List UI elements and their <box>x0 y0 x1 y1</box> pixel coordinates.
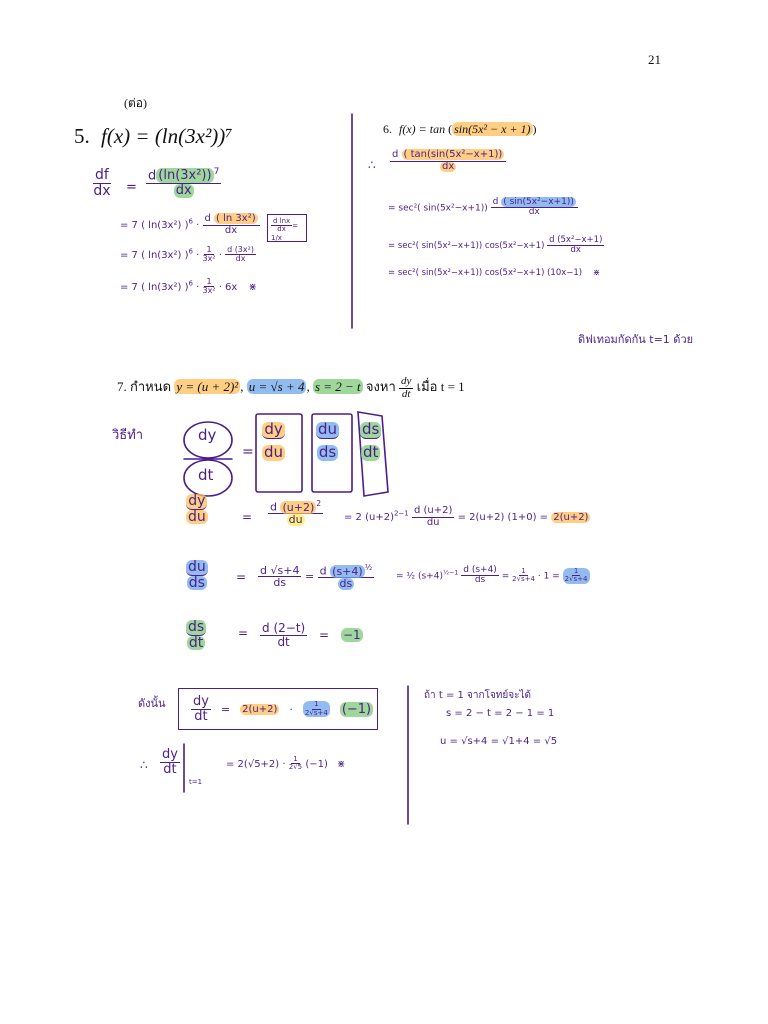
p6-step3 <box>388 236 604 255</box>
p7-side-note-1: ถ้า t = 1 จากโจทย์จะได้ <box>424 690 532 701</box>
p5-s4-c: · 6x <box>218 281 238 293</box>
p5-s1-den: dx <box>175 182 192 198</box>
p7-c-den: dt <box>188 634 204 651</box>
p7-b-den: ds <box>188 574 205 591</box>
p7-final-bar <box>180 742 188 794</box>
p5-lhs-num: df <box>95 167 109 183</box>
problem-6-statement-b: sin(5x² − x + 1) <box>454 122 531 136</box>
p7-method-dy: dy <box>198 426 217 444</box>
p7-chain-2-den: ds <box>318 442 337 461</box>
problem-5-number: 5. <box>74 124 90 148</box>
p7-a-s2den: du <box>426 516 440 528</box>
p7-box-a: 2(u+2) <box>242 703 278 715</box>
problem-7-u-def: u = √s + 4 <box>248 379 305 395</box>
p5-s2-a: = 7 ( ln(3x²) ) <box>120 220 189 231</box>
p7-method-label: วิธีทำ <box>112 428 144 443</box>
p5-lhs-den: dx <box>93 182 111 199</box>
p5-rule-den: dx <box>277 225 286 234</box>
problem-7-s-def: s = 2 − t <box>314 379 361 395</box>
p7-chain-3-den: dt <box>362 442 379 461</box>
p6-therefore: ∴ <box>368 158 376 172</box>
p5-step3: = 7 ( ln(3x²) )$^6$ · $\frac{1}{\text{3x²}}$ · $\frac{\text{d (3x²)}}{dx}$ <box>120 245 254 264</box>
page-number: 21 <box>648 52 661 67</box>
p5-s3-fnum: 1 <box>206 245 212 254</box>
p7-chain-3-num: ds <box>362 420 380 438</box>
p7-b-dden: ds <box>273 576 287 590</box>
p5-s3-fden: 3x² <box>202 254 216 264</box>
p7-chain-3 <box>360 422 381 461</box>
p7-a-s3: = 2(u+2) (1+0) = <box>457 512 549 523</box>
p5-rule-box <box>267 214 307 242</box>
problem-5-statement: f(x) = (ln(3x²))⁷ <box>101 124 233 148</box>
p5-rule-rhs: = 1/x <box>271 221 299 242</box>
p7-chain-2 <box>316 422 339 461</box>
p7-f-c: (−1) <box>305 758 328 770</box>
p5-step1 <box>146 168 221 198</box>
p7-b-eq2: = <box>304 569 315 583</box>
p6-step4 <box>388 268 600 278</box>
p7-chain-1 <box>262 422 285 461</box>
p6-s1-d: d <box>392 149 399 160</box>
p7-row-b-deriv <box>258 564 374 590</box>
p7-row-c-lhs <box>186 620 206 650</box>
p5-s1-pow: 7 <box>213 167 220 177</box>
p7-side-note-2: s = 2 − t = 2 − 1 = 1 <box>446 708 555 719</box>
p7-b-pow2: ½ <box>364 563 373 572</box>
p6-s2-den: dx <box>528 207 540 218</box>
p5-rule-num: d lnx <box>273 217 291 225</box>
p7-b-s4a: = <box>501 571 510 582</box>
p5-s4-a: = 7 ( ln(3x²) ) <box>120 281 189 293</box>
p6-step1 <box>390 150 506 172</box>
p7-c-dden: dt <box>277 634 290 649</box>
p7-box-den: dt <box>194 708 208 724</box>
p7-box-num: dy <box>193 693 209 709</box>
p7-a-pow: 2 <box>316 499 322 508</box>
p7-a-s2b: (u+2) <box>423 505 453 516</box>
p5-s2-pow: 6 <box>188 217 193 226</box>
p7-b-s4den: 2√s+4 <box>512 575 535 584</box>
p7-a-d: d <box>270 500 277 514</box>
p7-f-den: dt <box>163 761 177 777</box>
p7-box-fden: 2√s+4 <box>304 708 328 717</box>
p5-s2-den: dx <box>224 224 238 236</box>
problem-7-find-den: dt <box>401 387 411 400</box>
p7-result-box <box>178 688 378 730</box>
p5-eq: = <box>126 180 137 195</box>
p5-s4-fden: 3x² <box>202 286 216 296</box>
p7-b-s4b: · 1 = <box>537 571 560 582</box>
p6-s2-d: d <box>492 197 499 207</box>
p7-chain-1-num: dy <box>264 420 283 438</box>
problem-5-header <box>74 124 233 149</box>
p7-c-eq: = <box>238 626 249 640</box>
p7-f-fnum: 1 <box>293 755 298 763</box>
p6-s3-b: (5x²−x+1) <box>557 235 603 245</box>
problem-6-number: 6. <box>383 122 392 136</box>
problem-6-header: 6. f(x) = tan ( sin(5x² − x + 1) ) <box>383 122 537 136</box>
p7-b-eq: = <box>236 570 247 584</box>
p7-a-num: dy <box>188 493 206 509</box>
p7-chain-1-den: du <box>264 442 284 461</box>
p7-b-d: d <box>260 563 267 577</box>
p7-b-s3pow: ½−1 <box>442 569 459 577</box>
problem-7-y-def: y = (u + 2)² <box>176 379 239 395</box>
p7-row-a-deriv <box>268 500 323 526</box>
p7-method-eq: = <box>242 444 254 460</box>
p5-s1-d: d <box>148 168 157 184</box>
p7-b-s3d: d <box>463 565 469 575</box>
p7-row-a-rest <box>344 506 590 528</box>
p6-s2-a: = sec²( sin(5x²−x+1)) <box>388 203 488 214</box>
p7-final-therefore: ∴ <box>140 758 148 772</box>
divider-vertical-bottom <box>402 684 414 826</box>
p5-s2-c: ( ln 3x²) <box>216 213 256 224</box>
p5-s3-d: d <box>227 245 233 254</box>
p7-method-dt: dt <box>198 466 214 484</box>
problem-6-statement-a: f(x) = tan <box>399 122 446 136</box>
p7-f-num: dy <box>162 747 178 762</box>
p7-b-s4num: 1 <box>521 567 526 576</box>
p7-a-body: (u+2) <box>282 500 315 514</box>
problem-7-header: 7. กำหนด y = (u + 2)² , u = √s + 4 , s = 2 − t จงหา $\frac{dy}{dt}$ เมื่อ t = 1 <box>117 375 465 400</box>
p7-b-body2: (s+4) <box>332 564 363 578</box>
p7-side-note-3: u = √s+4 = √1+4 = √5 <box>440 736 558 747</box>
p7-a-dden: du <box>288 513 303 527</box>
p5-step4: = 7 ( ln(3x²) )$^6$ · $\frac{1}{\text{3x²}}$ · 6x ⋇ <box>120 277 257 296</box>
p7-c-res: −1 <box>342 627 361 642</box>
p7-b-body: √s+4 <box>270 563 300 577</box>
p5-s4-fnum: 1 <box>206 277 212 286</box>
p7-a-s2: = 2 (u+2) <box>344 512 394 523</box>
p7-b-d2: d <box>319 564 327 578</box>
p5-s3-den: dx <box>235 254 246 264</box>
p6-s4-end: ⋇ <box>592 268 600 278</box>
p5-step2 <box>120 214 260 236</box>
p7-a-eq: = <box>242 510 253 524</box>
p7-a-res: 2(u+2) <box>553 512 589 523</box>
p7-c-d: d <box>262 621 270 635</box>
p7-b-dden2: ds <box>339 577 353 591</box>
divider-vertical-top <box>345 112 359 330</box>
p7-row-c-deriv <box>260 622 363 648</box>
p7-final-rhs <box>226 756 345 772</box>
p7-f-end: ⋇ <box>337 758 346 770</box>
p7-b-s3b: (s+4) <box>471 565 497 575</box>
p7-box-dot: · <box>289 702 293 716</box>
p7-box-fnum: 1 <box>314 700 319 709</box>
p7-f-sub: t=1 <box>189 778 203 786</box>
problem-7-when: เมื่อ t = 1 <box>416 379 465 395</box>
problem-7-number: 7. <box>117 379 127 395</box>
p7-c-eq2: = <box>319 627 330 642</box>
continued-label: (ต่อ) <box>124 96 147 110</box>
p6-s4: = sec²( sin(5x²−x+1)) cos(5x²−x+1) (10x−1) <box>388 268 583 278</box>
p5-lhs <box>93 168 111 198</box>
p7-a-s2d: d <box>413 505 421 516</box>
p7-final-lhs <box>160 748 180 776</box>
p5-s3-a: = 7 ( ln(3x²) ) <box>120 249 189 261</box>
p6-s1-den: dx <box>442 160 455 172</box>
p7-box-eq: = <box>220 702 231 716</box>
p7-a-s2pow: 2−1 <box>393 509 409 518</box>
p7-so-label: ดังนั้น <box>138 697 166 710</box>
p7-chain-2-num: du <box>318 420 338 438</box>
problem-7-find: จงหา <box>365 379 396 395</box>
p5-s4-end: ⋇ <box>248 281 257 293</box>
problem-7-prefix: กำหนด <box>130 379 172 395</box>
p5-s4-pow: 6 <box>188 279 193 288</box>
p6-s2-b: ( sin(5x²−x+1)) <box>503 197 574 207</box>
p6-s3-a: = sec²( sin(5x²−x+1)) cos(5x²−x+1) <box>388 240 545 251</box>
p6-note: ดิฟเทอมกัดกัน t=1 ด้วย <box>578 333 694 346</box>
p7-a-den: du <box>188 508 206 525</box>
p7-b-resden: 2√s+4 <box>564 575 588 584</box>
p5-s2-d: d <box>204 213 211 224</box>
p7-b-num: du <box>188 559 206 575</box>
problem-7-find-num: dy <box>401 375 412 387</box>
p5-s3-pow: 6 <box>188 247 193 256</box>
p7-f-fden: 2√5 <box>288 763 303 772</box>
p6-s3-d: d <box>549 235 555 245</box>
p7-row-a-lhs <box>186 494 208 524</box>
p6-step2 <box>388 198 578 218</box>
p7-c-body: (2−t) <box>273 621 306 635</box>
p7-row-b-rest <box>396 566 590 586</box>
p7-f-a: = 2(√5+2) · <box>226 758 286 770</box>
p7-row-b-lhs <box>186 560 208 590</box>
p5-s3-c: (3x²) <box>234 245 254 254</box>
p5-s2-b: · <box>196 220 200 231</box>
p7-b-resnum: 1 <box>573 567 579 576</box>
p7-c-num: ds <box>188 619 205 635</box>
p5-s1-body: (ln(3x²)) <box>158 168 212 184</box>
p6-s1-body: ( tan(sin(5x²−x+1)) <box>403 149 503 160</box>
p7-b-s3a: = ½ (s+4) <box>396 571 443 582</box>
p7-box-c: (−1) <box>341 701 372 717</box>
p7-b-s3den: ds <box>474 575 486 586</box>
p6-s3-den: dx <box>570 244 581 255</box>
